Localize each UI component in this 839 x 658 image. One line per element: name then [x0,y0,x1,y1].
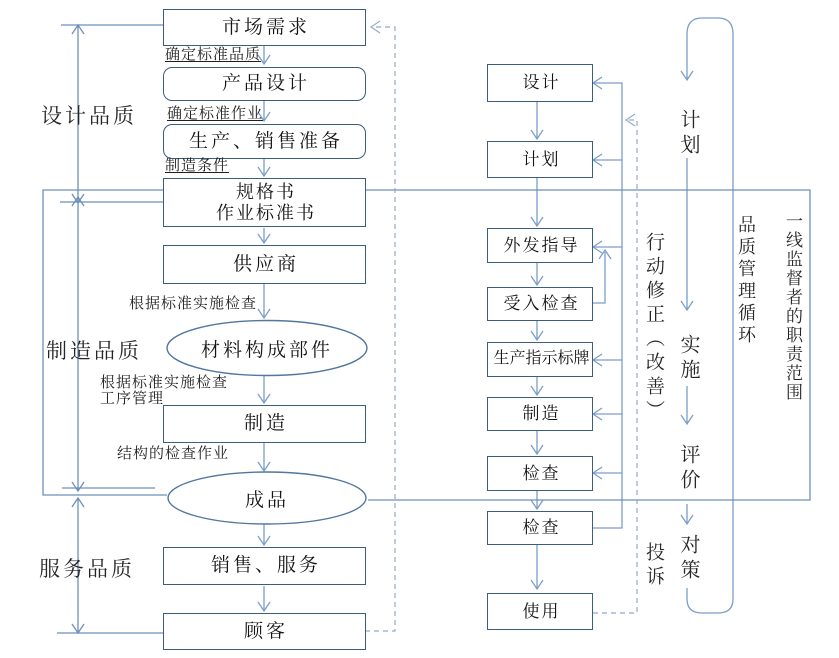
flow-box-design: 设计 [487,64,593,102]
pdca-label-plan: 计划 [677,109,699,159]
step-label-line2: 工序管理 [100,390,165,408]
step-label-inspect-per-standard-1: 根据标准实施检查 [129,295,258,312]
flow-box-incoming-inspection: 受入检查 [487,287,593,321]
flow-box-sales-service: 销售、服务 [163,547,366,585]
pdca-label-check: 评价 [677,444,699,494]
flow-box-supplier: 供应商 [163,245,366,284]
flow-box-customer: 顾客 [163,613,366,650]
flow-box-product-design: 产品设计 [163,67,366,101]
step-label-define-standard-work: 确定标准作业 [167,105,264,122]
annotation-action-correction: 行动修正（改善） [643,232,664,424]
flow-box-manufacturing: 制造 [163,405,366,443]
spec-line2: 作业标准书 [216,202,316,223]
flow-box-outsourcing-guidance: 外发指导 [487,228,593,263]
annotation-qc-cycle: 品质管理循环 [736,215,756,347]
flow-box-use: 使用 [487,593,593,630]
flow-box-plan: 计划 [487,141,593,178]
step-label-structural-inspection: 结构的检查作业 [117,445,230,462]
step-label-inspect-per-standard-2 [100,375,228,407]
step-label-define-standard-quality: 确定标准品质 [165,46,262,63]
flow-box-production-sales-prep: 生产、销售准备 [163,124,366,159]
pdca-label-act: 对策 [677,534,699,584]
annotation-supervisor-scope: 一线监督者的职责范围 [783,212,802,402]
flow-ellipse-finished-product: 成品 [244,489,289,511]
span-label-manufacture-quality: 制造品质 [46,340,142,363]
annotation-complaint: 投诉 [643,542,664,590]
step-label-manufacturing-conditions: 制造条件 [165,157,230,174]
flow-box-production-instruction-sign: 生产指示标牌 [487,342,593,377]
span-label-design-quality: 设计品质 [41,105,137,128]
flow-box-market-demand: 市场需求 [163,9,366,46]
flow-box-inspection-1: 检查 [487,456,593,491]
flow-box-manufacturing-right: 制造 [487,397,593,431]
flow-box-inspection-2: 检查 [487,511,593,545]
pdca-label-do: 实施 [677,334,699,384]
span-label-service-quality: 服务品质 [39,558,135,581]
flow-ellipse-material-parts: 材料构成部件 [200,339,333,361]
flow-box-spec-standards [163,178,366,227]
spec-line1: 规格书 [236,181,296,202]
step-label-line1: 根据标准实施检查 [100,374,229,391]
